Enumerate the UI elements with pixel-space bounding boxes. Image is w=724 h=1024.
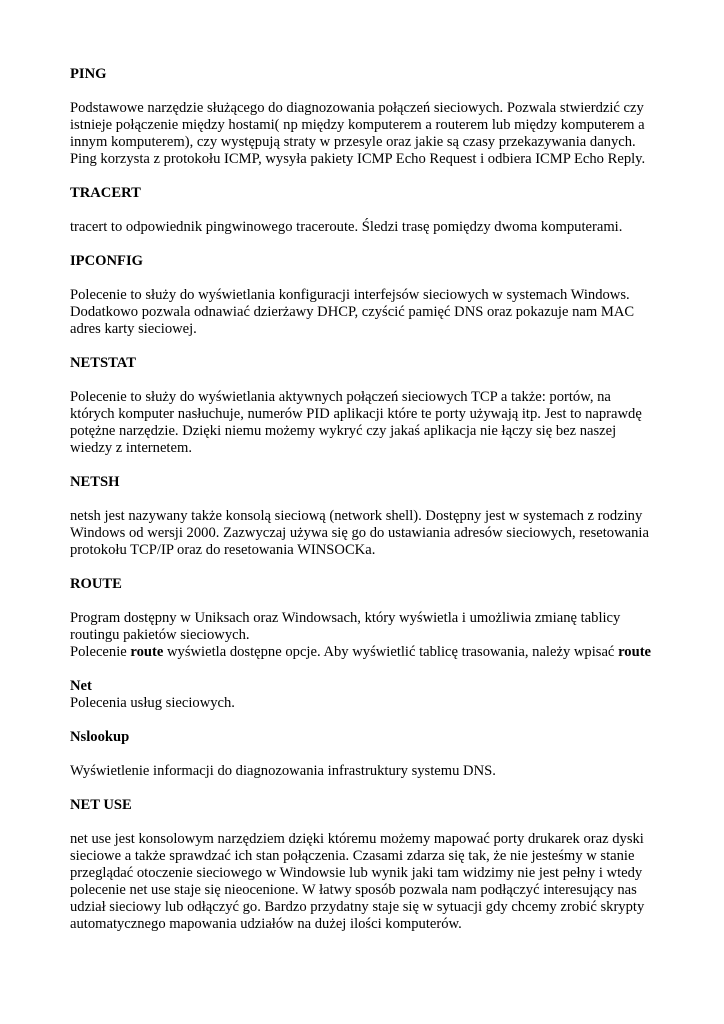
text-line: automatycznego mapowania udziałów na dużej ilości komputerów. [70,916,462,932]
section-heading-tracert: TRACERT [70,185,141,201]
section-body-tracert [70,219,660,236]
text-line: tracert to odpowiednik pingwinowego traceroute. Śledzi trasę pomiędzy dwoma komputerami. [70,219,623,235]
text-line: protokołu TCP/IP oraz do resetowania WINSOCKa. [70,542,376,558]
text-line: Windows od wersji 2000. Zazwyczaj używa się go do ustawiania adresów sieciowych, resetowania [70,525,649,541]
route-text-2: wyświetla dostępne opcje. Aby wyświetlić tablicę trasowania, należy wpisać [163,644,619,660]
text-line: routingu pakietów sieciowych. [70,627,250,643]
text-line: sieciowe a także sprawdzać ich stan połączenia. Czasami zdarza się tak, że nie jesteśmy w stanie [70,848,635,864]
text-line: których komputer nasłuchuje, numerów PID aplikacji które te porty używają itp. Jest to naprawdę [70,406,642,422]
text-line: adres karty sieciowej. [70,321,197,337]
text-line: przeglądać otoczenie sieciowego w Windowsie lub wynik jaki tam widzimy nie jest pełny i wtedy [70,865,643,881]
section-body-ping [70,100,660,168]
text-line: wiedzy z internetem. [70,440,192,456]
section-heading-route: ROUTE [70,576,122,592]
text-line: netsh jest nazywany także konsolą sieciową (network shell). Dostępny jest w systemach z rodziny [70,508,643,524]
route-text-1: Polecenie [70,644,131,660]
text-line: net use jest konsolowym narzędziem dzięki któremu możemy mapować porty drukarek oraz dyski [70,831,644,847]
text-line-route-command [70,644,660,661]
text-line: Dodatkowo pozwala odnawiać dzierżawy DHCP, czyścić pamięć DNS oraz pokazuje nam MAC [70,304,635,320]
document-page [70,66,660,933]
section-body-ipconfig [70,287,660,338]
section-body-net-use [70,831,660,933]
text-line: polecenie net use staje się nieocenione. W łatwy sposób pozwala nam podłączyć interesujący nas [70,882,637,898]
text-line: innym komputerem), czy występują straty w przesyle oraz jakie są czasy przekazywania danych. [70,134,636,150]
section-body-route [70,610,660,661]
text-line: istnieje połączenie między hostami( np między komputerem a routerem lub między komputerem a [70,117,645,133]
text-line: Polecenie to służy do wyświetlania konfiguracji interfejsów sieciowych w systemach Windows. [70,287,630,303]
section-heading-ipconfig: IPCONFIG [70,253,143,269]
section-heading-nslookup: Nslookup [70,729,130,745]
section-heading-net: Net [70,678,92,694]
text-line: Program dostępny w Uniksach oraz Windowsach, który wyświetla i umożliwia zmianę tablicy [70,610,621,626]
section-heading-netstat: NETSTAT [70,355,136,371]
text-line: udział sieciowy lub odłączyć go. Bardzo przydatny staje się w sytuacji gdy chcemy zrobić skrypty [70,899,645,915]
section-heading-net-use: NET USE [70,797,132,813]
section-body-net [70,695,660,712]
section-body-netstat [70,389,660,457]
text-line: Podstawowe narzędzie służącego do diagnozowania połączeń sieciowych. Pozwala stwierdzić czy [70,100,644,116]
section-body-netsh [70,508,660,559]
text-line: potężne narzędzie. Dzięki niemu możemy wykryć czy jakaś aplikacja nie łączy się bez naszej [70,423,617,439]
section-body-nslookup [70,763,660,780]
section-heading-netsh: NETSH [70,474,120,490]
route-command-bold-2: route [618,644,652,660]
text-line: Wyświetlenie informacji do diagnozowania infrastruktury systemu DNS. [70,763,496,779]
text-line: Ping korzysta z protokołu ICMP, wysyła pakiety ICMP Echo Request i odbiera ICMP Echo Reply. [70,151,646,167]
route-command-bold: route [130,644,164,660]
section-heading-ping: PING [70,66,107,82]
text-line: Polecenia usług sieciowych. [70,695,235,711]
text-line: Polecenie to służy do wyświetlania aktywnych połączeń sieciowych TCP a także: portów, na [70,389,611,405]
